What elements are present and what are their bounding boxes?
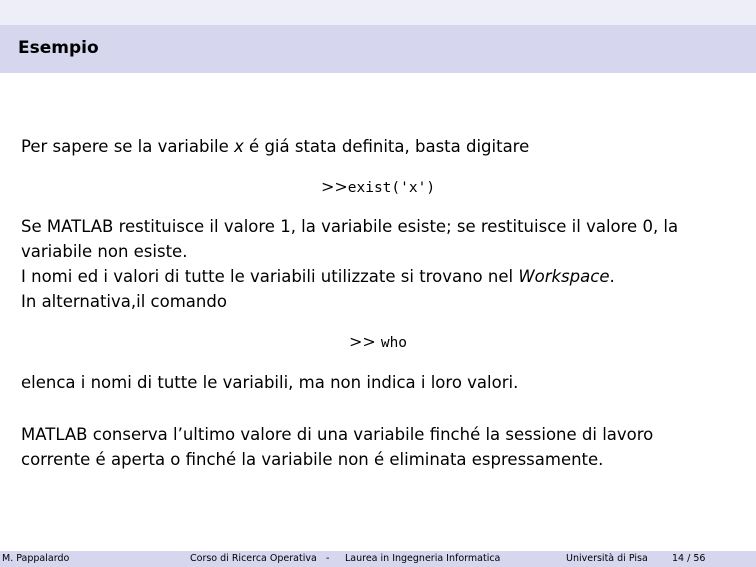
paragraph-persistence-line1: MATLAB conserva l’ultimo valore di una variabile finché la sessione di lavoro — [21, 425, 654, 444]
paragraph-alternative: In alternativa,il comando — [21, 292, 227, 311]
footer-course: Corso di Ricerca Operativa — [190, 553, 317, 564]
paragraph-result-line1: Se MATLAB restituisce il valore 1, la variabile esiste; se restituisce il valore 0, la — [21, 217, 679, 236]
frame-title-bar — [0, 25, 756, 73]
slide-title: Esempio — [18, 38, 99, 58]
text-segment: Per sapere se la variabile — [21, 137, 235, 156]
workspace-term: Workspace — [518, 267, 610, 286]
footer-author: M. Pappalardo — [2, 553, 70, 564]
variable-x: x — [234, 137, 244, 156]
footer-degree: Laurea in Ingegneria Informatica — [345, 553, 501, 564]
paragraph-result-line2: variabile non esiste. — [21, 242, 188, 261]
paragraph-workspace — [21, 266, 615, 288]
paragraph-persistence-line2: corrente é aperta o finché la variabile non é eliminata espressamente. — [21, 450, 604, 469]
text-segment: I nomi ed i valori di tutte le variabili utilizzate si trovano nel — [21, 267, 519, 286]
footer-university: Università di Pisa — [566, 553, 648, 564]
command-code: exist('x') — [347, 180, 436, 196]
command-code: who — [380, 335, 408, 351]
prompt-symbol: >> — [320, 177, 348, 196]
paragraph-who-description: elenca i nomi di tutte le variabili, ma non indica i loro valori. — [21, 373, 519, 392]
command-exist — [0, 177, 756, 196]
command-who — [0, 332, 756, 351]
footer-separator: - — [326, 553, 330, 564]
paragraph-exist-intro — [21, 136, 529, 158]
footer-bar — [0, 551, 756, 567]
prompt-symbol: >> — [348, 332, 376, 351]
footer-page-number: 14 / 56 — [672, 553, 706, 564]
text-segment: é giá stata definita, basta digitare — [243, 137, 530, 156]
top-band — [0, 0, 756, 25]
text-segment: . — [609, 267, 615, 286]
